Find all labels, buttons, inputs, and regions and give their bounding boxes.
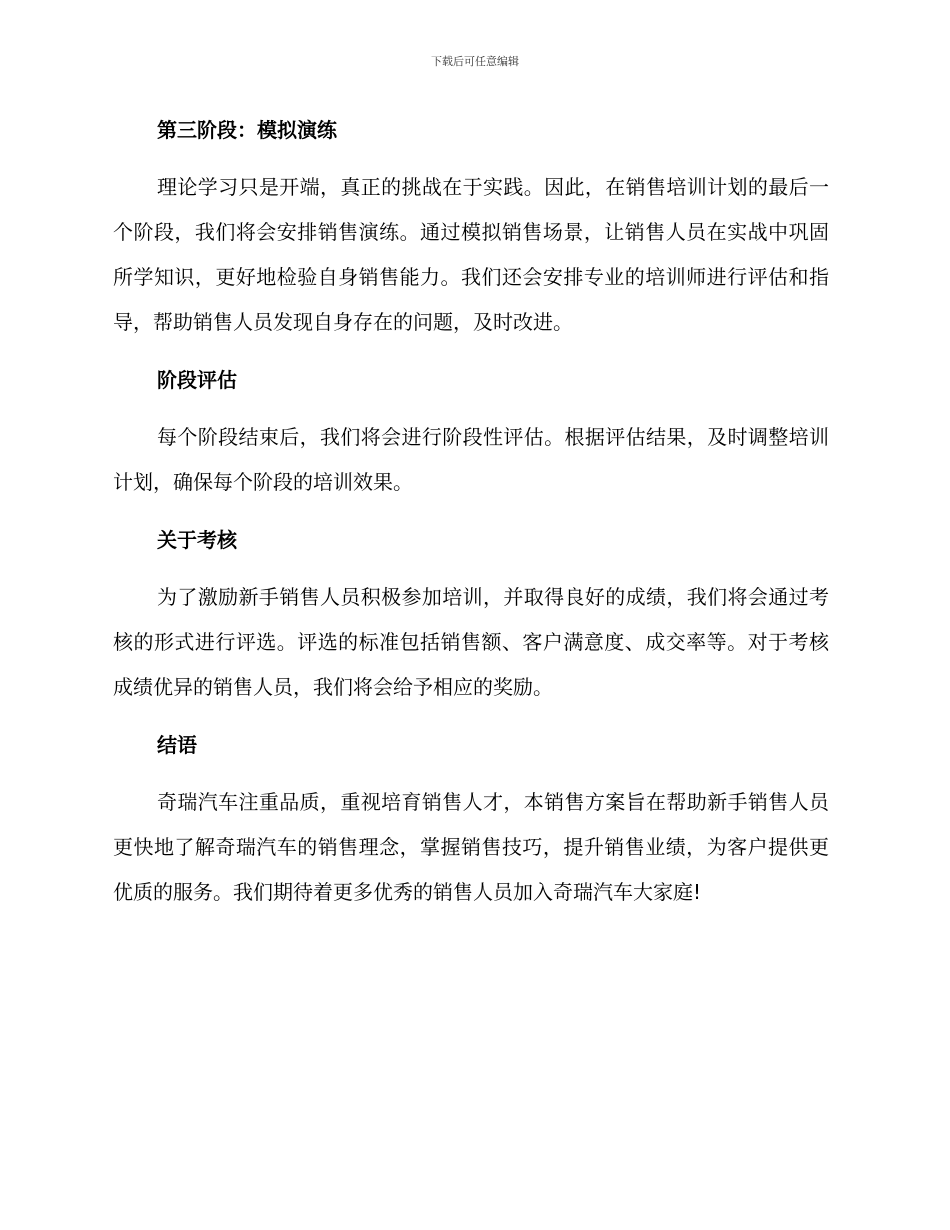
- section-heading-evaluation: 阶段评估: [157, 368, 237, 392]
- section-paragraph-simulation: 理论学习只是开端，真正的挑战在于实践。因此，在销售培训计划的最后一个阶段，我们将会安排销售演练。通过模拟销售场景，让销售人员在实战中巩固所学知识，更好地检验自身销售能力。我们还会安排专业的培训师进行评估和指导，帮助销售人员发现自身存在的问题，及时改进。: [113, 175, 829, 334]
- document-body: [113, 108, 829, 928]
- section-paragraph-evaluation: 每个阶段结束后，我们将会进行阶段性评估。根据评估结果，及时调整培训计划，确保每个阶段的培训效果。: [113, 425, 829, 494]
- spacer: [113, 767, 829, 780]
- section-paragraph-conclusion: 奇瑞汽车注重品质，重视培育销售人才，本销售方案旨在帮助新手销售人员更快地了解奇瑞汽车的销售理念，掌握销售技巧，提升销售业绩，为客户提供更优质的服务。我们期待着更多优秀的销售人员加入奇瑞汽车大家庭!: [113, 790, 829, 904]
- section-heading-assessment: 关于考核: [157, 528, 237, 552]
- spacer: [113, 402, 829, 415]
- spacer: [113, 152, 829, 165]
- section-heading-simulation: 第三阶段：模拟演练: [157, 118, 337, 142]
- section-paragraph-assessment: 为了激励新手销售人员积极参加培训，并取得良好的成绩，我们将会通过考核的形式进行评选。评选的标准包括销售额、客户满意度、成交率等。对于考核成绩优异的销售人员，我们将会给予相应的奖励。: [113, 585, 829, 699]
- page-header: 下载后可任意编辑: [431, 55, 519, 68]
- section-heading-conclusion: 结语: [157, 733, 197, 757]
- spacer: [113, 562, 829, 575]
